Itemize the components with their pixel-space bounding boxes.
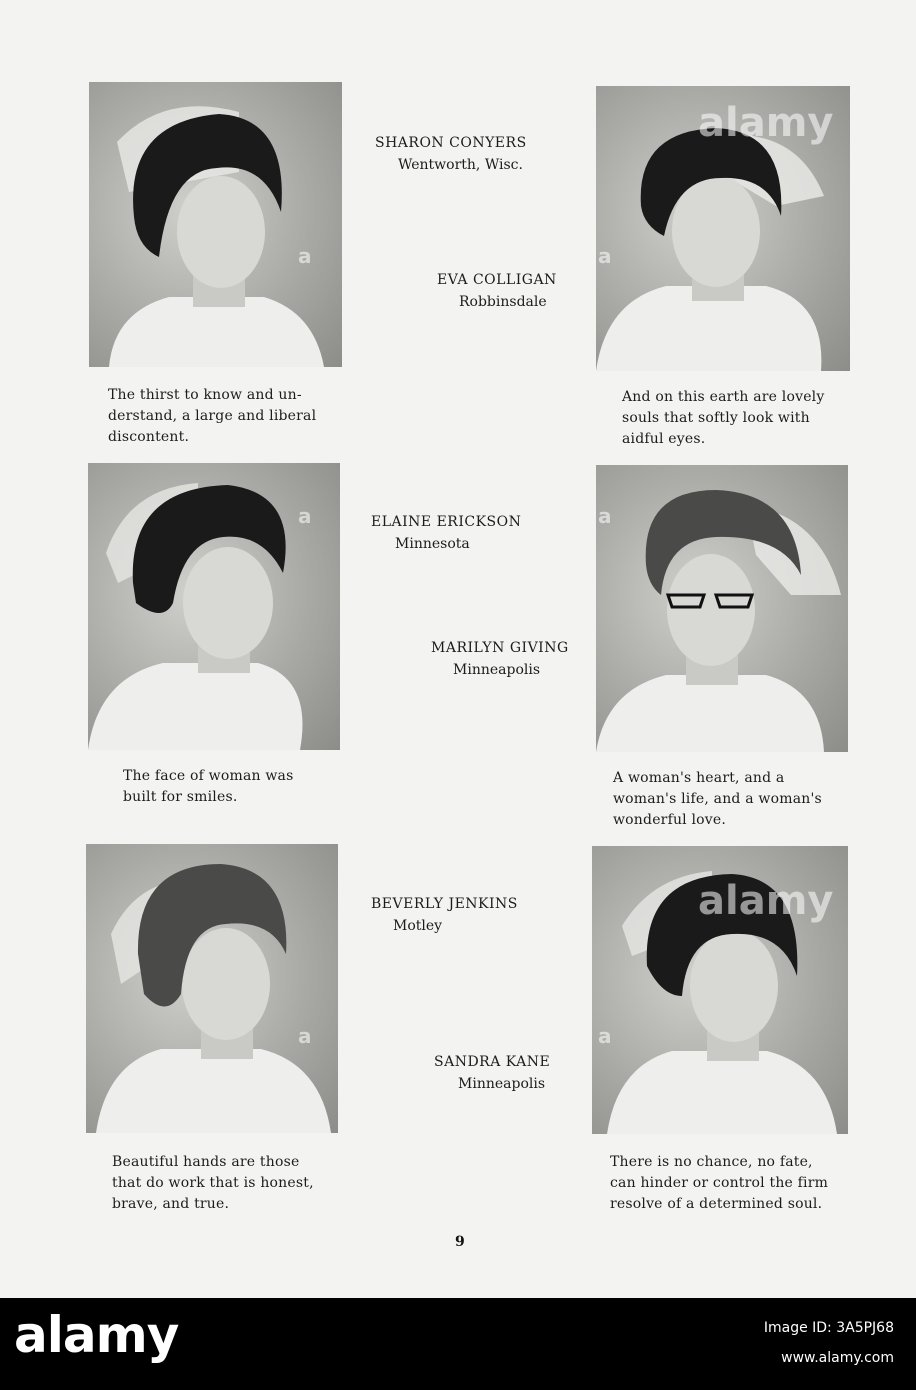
student-name: SANDRA KANE	[434, 1054, 551, 1070]
student-hometown: Minnesota	[395, 536, 470, 552]
student-quote: Beautiful hands are those that do work that is honest, brave, and true.	[112, 1154, 314, 1212]
student-name-block-marilyn-giving	[431, 637, 569, 681]
alamy-logo[interactable]: alamy	[14, 1306, 179, 1364]
student-name-block-sandra-kane	[434, 1051, 550, 1095]
watermark-logo	[698, 100, 833, 146]
site-url-link[interactable]: www.alamy.com	[781, 1350, 894, 1366]
student-name-block-beverly-jenkins	[371, 893, 518, 937]
student-hometown: Minneapolis	[453, 662, 541, 678]
watermark-icon: a	[298, 1024, 312, 1048]
student-name-block-eva-colligan	[437, 269, 557, 313]
student-quote: The face of woman was built for smiles.	[123, 768, 294, 805]
student-name: ELAINE ERICKSON	[371, 514, 522, 530]
page-number: 9	[455, 1234, 465, 1250]
student-hometown: Minneapolis	[458, 1076, 546, 1092]
portrait-photo-sharon-conyers	[89, 82, 342, 367]
student-name-block-sharon-conyers	[375, 132, 527, 176]
student-hometown: Wentworth, Wisc.	[398, 157, 523, 173]
watermark-logo	[698, 878, 833, 924]
student-name: BEVERLY JENKINS	[371, 896, 518, 912]
student-hometown: Motley	[393, 918, 443, 934]
stock-footer-bar	[0, 1298, 916, 1390]
student-quote: The thirst to know and un- derstand, a large and liberal discontent.	[108, 387, 317, 445]
watermark-icon: a	[298, 504, 312, 528]
watermark-icon: a	[598, 244, 612, 268]
watermark-text: alamy	[698, 878, 834, 924]
student-name: MARILYN GIVING	[431, 640, 569, 656]
student-name: SHARON CONYERS	[375, 135, 527, 151]
portrait-figure	[596, 465, 848, 752]
watermark-text: alamy	[698, 100, 834, 146]
portrait-figure	[86, 844, 338, 1133]
portrait-figure	[89, 82, 342, 367]
student-name: EVA COLLIGAN	[437, 272, 557, 288]
student-quote: And on this earth are lovely souls that softly look with aidful eyes.	[622, 389, 825, 447]
portrait-photo-beverly-jenkins	[86, 844, 338, 1133]
watermark-icon: a	[298, 244, 312, 268]
student-hometown: Robbinsdale	[459, 294, 547, 310]
watermark-icon: a	[598, 504, 612, 528]
portrait-photo-marilyn-giving	[596, 465, 848, 752]
student-quote: There is no chance, no fate, can hinder or control the firm resolve of a determined soul.	[610, 1154, 829, 1212]
student-name-block-elaine-erickson	[371, 511, 521, 555]
watermark-icon: a	[598, 1024, 612, 1048]
image-id-label: Image ID: 3A5PJ68	[763, 1320, 894, 1336]
student-quote: A woman's heart, and a woman's life, and a woman's wonderful love.	[613, 770, 822, 828]
